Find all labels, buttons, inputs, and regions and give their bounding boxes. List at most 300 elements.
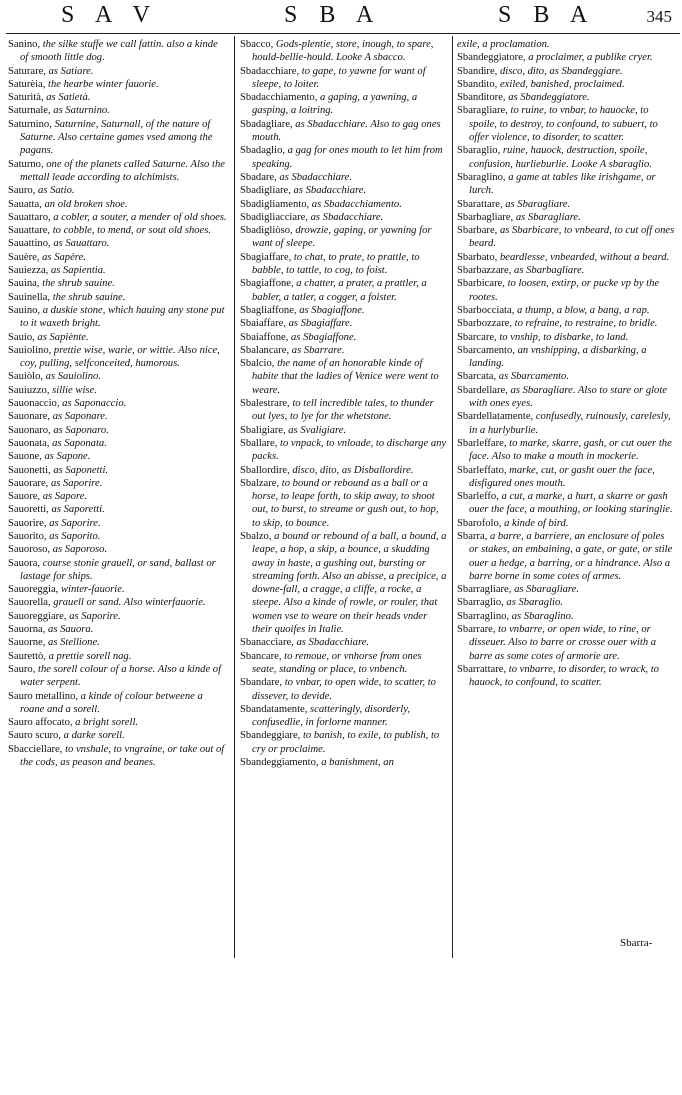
entry-definition: Gods-plentie, store, inough, to spare, hould-bellie-hould. Looke A sbacco. bbox=[252, 39, 434, 64]
entry-headword: Sauone, bbox=[8, 451, 42, 463]
entry-headword: Sbagiaffare, bbox=[240, 251, 292, 263]
dictionary-entry bbox=[457, 304, 675, 317]
dictionary-entry bbox=[457, 583, 675, 596]
dictionary-entry bbox=[457, 490, 675, 517]
entry-headword: Sbagliaffone, bbox=[240, 304, 297, 316]
entry-headword: Saurettò, bbox=[8, 650, 46, 662]
entry-definition: beardlesse, vnbearded, without a beard. bbox=[497, 251, 670, 263]
dictionary-entry bbox=[8, 729, 228, 742]
dictionary-entry bbox=[8, 118, 228, 158]
entry-definition: the name of an honorable kinde of habite that the ladies of Venice were went to weare. bbox=[252, 358, 439, 396]
entry-headword: Sauattaro, bbox=[8, 211, 51, 223]
dictionary-entry bbox=[8, 596, 228, 609]
entry-definition: the shrub sauine. bbox=[39, 278, 115, 290]
dictionary-entry bbox=[8, 610, 228, 623]
entry-headword: Sbarbazzare, bbox=[457, 265, 512, 277]
entry-definition: grauell or sand. Also winterfauorie. bbox=[50, 597, 206, 609]
dictionary-entry bbox=[8, 397, 228, 410]
entry-headword: Sbaraglino, bbox=[457, 171, 506, 183]
entry-headword: Sauino, bbox=[8, 304, 41, 316]
entry-headword: Sbandare, bbox=[240, 677, 283, 689]
dictionary-entry bbox=[457, 530, 675, 583]
dictionary-entry bbox=[8, 716, 228, 729]
entry-headword: Sbarrare, bbox=[457, 624, 496, 636]
dictionary-column-3 bbox=[457, 38, 675, 690]
entry-definition: a thump, a blow, a bang, a rap. bbox=[514, 304, 650, 316]
dictionary-entry bbox=[8, 490, 228, 503]
dictionary-entry bbox=[8, 690, 228, 717]
entry-headword: Sbadagliare, bbox=[240, 118, 293, 130]
entry-headword: Sbarcata, bbox=[457, 371, 497, 383]
entry-definition: to vnbar, to open wide, to scatter, to dissever, to devide. bbox=[252, 677, 436, 702]
entry-definition: to vnbarre, or open wide, to rine, or disseuer. Also to barre or crosse ouer with a barre as some cotes of armorie are. bbox=[469, 624, 657, 662]
dictionary-entry bbox=[8, 623, 228, 636]
dictionary-entry bbox=[8, 264, 228, 277]
entry-headword: Sbagiaffone, bbox=[240, 278, 294, 290]
dictionary-entry bbox=[457, 437, 675, 464]
entry-definition: a cut, a marke, a hurt, a skarre or gash ouer the face, a mouthing, or looking staringlie. bbox=[469, 491, 673, 516]
entry-definition: as Sbaragliare. bbox=[513, 211, 581, 223]
dictionary-entry bbox=[8, 464, 228, 477]
entry-headword: Sbaiaffare, bbox=[240, 318, 286, 330]
entry-headword: Sauonata, bbox=[8, 437, 50, 449]
entry-definition: drowzie, gaping, or yawning for want of sleepe. bbox=[252, 225, 432, 250]
entry-headword: Sanino, bbox=[8, 39, 41, 50]
dictionary-entry bbox=[457, 224, 675, 251]
dictionary-entry bbox=[240, 477, 448, 530]
dictionary-entry bbox=[457, 171, 675, 198]
entry-headword: Sauro, bbox=[8, 185, 36, 197]
entry-definition: a gaping, a yawning, a gasping, a loitring. bbox=[252, 92, 418, 117]
entry-headword: Sbandatamente, bbox=[240, 703, 308, 715]
dictionary-entry bbox=[457, 370, 675, 383]
page-header bbox=[6, 2, 682, 34]
dictionary-column-1 bbox=[8, 38, 228, 769]
header-rule bbox=[6, 33, 680, 34]
entry-headword: Sauinella, bbox=[8, 291, 51, 303]
dictionary-entry bbox=[240, 344, 448, 357]
dictionary-entry bbox=[240, 424, 448, 437]
dictionary-entry bbox=[457, 251, 675, 264]
dictionary-entry bbox=[8, 211, 228, 224]
entry-headword: Sbarbare, bbox=[457, 225, 498, 237]
dictionary-entry bbox=[8, 78, 228, 91]
dictionary-entry bbox=[8, 184, 228, 197]
entry-headword: Sbarbicare, bbox=[457, 278, 505, 290]
entry-definition: as Satiare. bbox=[45, 65, 94, 77]
entry-headword: Sauonaccio, bbox=[8, 398, 60, 410]
entry-headword: Sauoroso, bbox=[8, 544, 51, 556]
dictionary-entry bbox=[240, 331, 448, 344]
dictionary-entry bbox=[8, 198, 228, 211]
entry-headword: Sauina, bbox=[8, 278, 40, 290]
dictionary-entry bbox=[8, 91, 228, 104]
entry-definition: a cobler, a souter, a mender of old shoes. bbox=[50, 211, 227, 223]
entry-definition: as Sbandeggiatore. bbox=[505, 92, 590, 104]
entry-definition: as Sbadacchiamento. bbox=[309, 198, 402, 210]
dictionary-entry bbox=[457, 198, 675, 211]
entry-definition: as Sbadacchiare. bbox=[276, 171, 353, 183]
entry-definition: as Saporetti. bbox=[48, 504, 105, 516]
entry-definition: as Saporire. bbox=[66, 610, 121, 622]
dictionary-entry bbox=[240, 65, 448, 92]
entry-definition: to vnpack, to vnloade, to discharge any packs. bbox=[252, 437, 447, 463]
entry-definition: to gape, to yawne for want of sleepe, to loiter. bbox=[252, 65, 426, 90]
entry-headword: Sbaiaffone, bbox=[240, 331, 289, 343]
dictionary-entry bbox=[240, 171, 448, 184]
entry-definition: as Saporire. bbox=[46, 517, 101, 529]
entry-definition: exile, a proclamation. bbox=[457, 39, 550, 50]
dictionary-entry bbox=[240, 703, 448, 730]
running-head-left: S A V bbox=[61, 2, 158, 28]
entry-definition: to vnbarre, to disorder, to wrack, to hauock, to confound, to scatter. bbox=[469, 663, 659, 689]
entry-headword: Sbarraglino, bbox=[457, 610, 510, 622]
entry-headword: Sbadigliamento, bbox=[240, 198, 310, 210]
entry-definition: as Sbaraglio. bbox=[503, 597, 563, 609]
entry-definition: as Sapone. bbox=[41, 451, 91, 463]
entry-definition: a prettie sorell nag. bbox=[45, 650, 132, 662]
dictionary-entry bbox=[8, 38, 228, 65]
entry-definition: a darke sorell. bbox=[60, 730, 125, 742]
entry-definition: to chat, to prate, to prattle, to babble, to tattle, to cog, to foist. bbox=[252, 251, 420, 277]
dictionary-entry bbox=[240, 198, 448, 211]
dictionary-entry bbox=[457, 144, 675, 171]
entry-definition: scatteringly, disorderly, confusedlie, in forlorne manner. bbox=[252, 703, 410, 729]
entry-headword: Sauorito, bbox=[8, 530, 47, 542]
entry-headword: Sauorna, bbox=[8, 624, 46, 636]
running-head-center: S B A bbox=[284, 2, 382, 28]
dictionary-entry bbox=[457, 264, 675, 277]
dictionary-entry bbox=[240, 756, 448, 769]
entry-definition: an old broken shoe. bbox=[41, 198, 128, 210]
entry-definition: a duskie stone, which hauing any stone put to it waxeth bright. bbox=[20, 304, 225, 330]
dictionary-entry bbox=[240, 304, 448, 317]
dictionary-entry bbox=[240, 38, 448, 65]
dictionary-entry bbox=[457, 517, 675, 530]
dictionary-entry bbox=[457, 91, 675, 104]
entry-definition: as Sbadacchiare. bbox=[290, 185, 367, 197]
entry-headword: Sbandeggiamento, bbox=[240, 757, 319, 769]
dictionary-entry bbox=[457, 104, 675, 144]
entry-headword: Sbadigliare, bbox=[240, 185, 291, 197]
entry-definition: as Sbarbicare, to vnbeard, to cut off ones beard. bbox=[469, 225, 675, 250]
entry-headword: Sauorella, bbox=[8, 597, 51, 609]
entry-headword: Sauro scuro, bbox=[8, 730, 61, 742]
dictionary-entry bbox=[240, 277, 448, 304]
dictionary-entry bbox=[457, 331, 675, 344]
entry-headword: Sbardellatamente, bbox=[457, 411, 534, 423]
entry-definition: marke, cut, or gasht ouer the face, disfigured ones mouth. bbox=[469, 464, 655, 489]
dictionary-entry bbox=[457, 610, 675, 623]
entry-definition: a kinde of bird. bbox=[501, 517, 569, 529]
entry-headword: Sauattino, bbox=[8, 238, 51, 250]
entry-definition: prettie wise, warie, or wittie. Also nice, coy, pulling, selfconceited, humorous. bbox=[20, 344, 220, 370]
page-number: 345 bbox=[646, 7, 672, 26]
entry-headword: Sbaragliare, bbox=[457, 105, 508, 117]
entry-definition: as Sbagiaffone. bbox=[288, 331, 357, 343]
entry-definition: as Sbagiaffone. bbox=[296, 304, 365, 316]
entry-headword: Sbarofolo, bbox=[457, 517, 502, 529]
dictionary-entry bbox=[240, 397, 448, 424]
dictionary-entry bbox=[8, 410, 228, 423]
entry-headword: Sbalancare, bbox=[240, 344, 290, 356]
entry-definition: as Satietà. bbox=[43, 92, 91, 104]
entry-headword: Sbalcio, bbox=[240, 358, 275, 370]
entry-headword: Sballordire, bbox=[240, 464, 290, 476]
entry-headword: Sbarcamento, bbox=[457, 344, 515, 356]
entry-definition: as Sbadacchiare. Also to gag ones mouth. bbox=[252, 118, 441, 144]
dictionary-entry bbox=[8, 304, 228, 331]
entry-headword: Sbanacciare, bbox=[240, 637, 294, 649]
entry-headword: Sbadacchiamento, bbox=[240, 92, 318, 104]
entry-headword: Saturèia, bbox=[8, 78, 46, 90]
dictionary-entry bbox=[457, 277, 675, 304]
dictionary-entry bbox=[457, 317, 675, 330]
dictionary-entry bbox=[240, 251, 448, 278]
entry-definition: the shrub sauine. bbox=[50, 291, 126, 303]
entry-definition: to cobble, to mend, or sout old shoes. bbox=[50, 225, 212, 237]
entry-headword: Sbancare, bbox=[240, 650, 282, 662]
entry-headword: Sbarattare, bbox=[457, 198, 503, 210]
entry-definition: as Saporire. bbox=[48, 477, 103, 489]
entry-definition: Saturnine, Saturnall, of the nature of Saturne. Also certaine games vsed among the pagans. bbox=[20, 118, 213, 157]
entry-headword: Sbardellare, bbox=[457, 384, 508, 396]
entry-headword: Saturnino, bbox=[8, 118, 52, 130]
dictionary-entry bbox=[240, 464, 448, 477]
entry-definition: to vnshale, to vngraine, or take out of the cods, as peason and beanes. bbox=[20, 743, 225, 769]
dictionary-entry bbox=[240, 317, 448, 330]
entry-definition: as Saponaro. bbox=[50, 424, 109, 436]
entry-headword: Sauorne, bbox=[8, 637, 46, 649]
entry-definition: a game at tables like irishgame, or lurch. bbox=[469, 171, 656, 197]
column-divider bbox=[452, 36, 453, 958]
dictionary-entry bbox=[8, 663, 228, 690]
dictionary-entry bbox=[240, 184, 448, 197]
dictionary-entry bbox=[8, 344, 228, 371]
entry-headword: Sbandire, bbox=[457, 65, 498, 77]
entry-headword: Sauiuzzo, bbox=[8, 384, 50, 396]
dictionary-entry bbox=[240, 636, 448, 649]
entry-definition: as Sauattaro. bbox=[50, 238, 110, 250]
dictionary-entry bbox=[240, 676, 448, 703]
dictionary-entry bbox=[457, 410, 675, 437]
entry-definition: course stonie grauell, or sand, ballast or lastage for ships. bbox=[20, 557, 216, 582]
entry-headword: Sbarbozzare, bbox=[457, 318, 512, 330]
entry-headword: Sbarragliare, bbox=[457, 584, 512, 596]
entry-definition: as Saponata. bbox=[49, 437, 107, 449]
entry-definition: as Sbagiaffare. bbox=[285, 318, 353, 330]
dictionary-entry bbox=[240, 729, 448, 756]
dictionary-entry bbox=[240, 211, 448, 224]
dictionary-entry bbox=[8, 104, 228, 117]
entry-definition: as Sapientia. bbox=[48, 265, 106, 277]
entry-definition: as Sbadacchiare. bbox=[307, 211, 384, 223]
dictionary-entry bbox=[8, 331, 228, 344]
dictionary-entry bbox=[8, 583, 228, 596]
dictionary-entry bbox=[8, 370, 228, 383]
entry-headword: Sauoreggiare, bbox=[8, 610, 67, 622]
entry-definition: to vnship, to disbarke, to land. bbox=[496, 331, 629, 343]
entry-definition: to marke, skarre, gash, or cut ouer the face. Also to make a mouth in mockerie. bbox=[469, 437, 672, 463]
entry-definition: to loosen, extirp, or pucke vp by the rootes. bbox=[469, 278, 660, 303]
entry-definition: as Sbaragliare. bbox=[511, 584, 580, 596]
entry-definition: as Saporoso. bbox=[50, 544, 108, 556]
entry-definition: disco, dito, as Disballordire. bbox=[289, 464, 414, 476]
dictionary-entry bbox=[240, 357, 448, 397]
entry-definition: a banishment, an bbox=[318, 757, 394, 769]
entry-definition: to tell incredible tales, to thunder out lyes, to lye for the whetstone. bbox=[252, 398, 434, 423]
dictionary-entry bbox=[8, 543, 228, 556]
entry-headword: Sbarbocciata, bbox=[457, 304, 515, 316]
running-head-right: S B A bbox=[498, 2, 596, 28]
entry-definition: winter-fauorie. bbox=[58, 584, 125, 596]
entry-headword: Sauiezza, bbox=[8, 265, 49, 277]
entry-headword: Sbadacchiare, bbox=[240, 65, 300, 77]
dictionary-entry bbox=[8, 237, 228, 250]
entry-definition: to refraine, to restraine, to bridle. bbox=[512, 318, 658, 330]
entry-definition: as Saturnino. bbox=[50, 105, 110, 117]
entry-definition: an vnshipping, a disbarking, a landing. bbox=[469, 344, 647, 370]
entry-definition: as Sapiènte. bbox=[34, 331, 89, 343]
dictionary-entry bbox=[8, 424, 228, 437]
entry-definition: the sorell colour of a horse. Also a kinde of water serpent. bbox=[20, 663, 222, 689]
entry-headword: Sbalestrare, bbox=[240, 398, 290, 410]
dictionary-entry bbox=[240, 650, 448, 677]
catchword: Sbarra- bbox=[620, 937, 653, 949]
column-divider bbox=[234, 36, 235, 958]
entry-definition: as Sbaragliare. Also to stare or glote with ones eyes. bbox=[469, 384, 667, 410]
dictionary-entry bbox=[240, 118, 448, 145]
dictionary-entry bbox=[457, 623, 675, 663]
entry-headword: Sballare, bbox=[240, 437, 278, 449]
dictionary-entry bbox=[8, 251, 228, 264]
entry-headword: Sbadigliacciare, bbox=[240, 211, 308, 223]
dictionary-entry bbox=[8, 650, 228, 663]
entry-definition: as Sbarbagliare. bbox=[511, 265, 585, 277]
entry-headword: Sbalzare, bbox=[240, 477, 280, 489]
entry-definition: confusedly, ruinously, carelesly, in a hurlyburlie. bbox=[469, 411, 671, 436]
entry-headword: Sbarbato, bbox=[457, 251, 498, 263]
entry-definition: as Saporito. bbox=[46, 530, 101, 542]
dictionary-entry bbox=[8, 517, 228, 530]
dictionary-entry bbox=[240, 437, 448, 464]
entry-definition: as Sbadacchiare. bbox=[293, 637, 370, 649]
entry-definition: the hearbe winter fauorie. bbox=[45, 78, 159, 90]
dictionary-entry bbox=[8, 158, 228, 185]
entry-headword: Sbandeggiatore, bbox=[457, 52, 526, 64]
entry-definition: a gag for ones mouth to let him from speaking. bbox=[252, 145, 443, 170]
entry-headword: Sauatta, bbox=[8, 198, 42, 210]
entry-definition: as Sbarcamento. bbox=[496, 371, 569, 383]
entry-definition: as Stellione. bbox=[45, 637, 100, 649]
entry-headword: Sbadigliòso, bbox=[240, 225, 293, 237]
dictionary-entry bbox=[8, 557, 228, 584]
dictionary-entry bbox=[8, 477, 228, 490]
entry-headword: Sbacciellare, bbox=[8, 743, 63, 755]
entry-definition: a bright sorell. bbox=[72, 717, 139, 729]
entry-definition: the silke stuffe we call fattin. also a kinde of smooth little dog. bbox=[20, 39, 218, 64]
entry-definition: a bound or rebound of a ball, a bound, a leape, a hop, a skip, a bounce, a skudding away in haste, a gushing out, bursting or streaming forth. Also an abisse, a precipice, a downe-fall, a cragge, a cliffe, a rocke, a steepe. Also a kinde of rowle, or rouler, that women vse to weare on their heads vnder their quoifes in Italie. bbox=[252, 530, 447, 636]
entry-definition: ruine, hauock, destruction, spoile, confusion, hurlieburlie. Looke A sbaraglio. bbox=[469, 145, 652, 170]
entry-headword: Sauro affocato, bbox=[8, 717, 73, 729]
entry-definition: as Saponaccio. bbox=[59, 398, 127, 410]
entry-headword: Sauro, bbox=[8, 663, 36, 675]
entry-definition: to bound or rebound as a ball or a horse, to leape forth, to skip away, to shoot out, to burst, to streame or gush out, to hop, to skip, to bounce. bbox=[252, 477, 439, 529]
dictionary-entry bbox=[457, 38, 675, 51]
entry-headword: Saturno, bbox=[8, 158, 44, 170]
entry-headword: Sbarcare, bbox=[457, 331, 497, 343]
entry-headword: Sauora, bbox=[8, 557, 41, 569]
entry-definition: as Sbaraglino. bbox=[509, 610, 574, 622]
entry-definition: sillie wise. bbox=[49, 384, 97, 396]
dictionary-entry bbox=[8, 384, 228, 397]
dictionary-entry bbox=[8, 291, 228, 304]
dictionary-entry bbox=[457, 78, 675, 91]
entry-headword: Saturare, bbox=[8, 65, 46, 77]
dictionary-entry bbox=[240, 91, 448, 118]
entry-headword: Sbarrattare, bbox=[457, 663, 507, 675]
entry-headword: Sbadaglio, bbox=[240, 145, 286, 157]
entry-definition: disco, dito, as Sbandeggiare. bbox=[497, 65, 623, 77]
entry-headword: Sbarleffato, bbox=[457, 464, 507, 476]
entry-headword: Saturità, bbox=[8, 92, 44, 104]
entry-headword: Sbaraglio, bbox=[457, 145, 501, 157]
entry-headword: Sbandeggiare, bbox=[240, 730, 301, 742]
entry-headword: Sbarbagliare, bbox=[457, 211, 514, 223]
entry-headword: Sbacco, bbox=[240, 39, 274, 50]
dictionary-entry bbox=[240, 224, 448, 251]
entry-definition: as Satio. bbox=[35, 185, 75, 197]
entry-definition: a proclaimer, a publike cryer. bbox=[525, 52, 653, 64]
dictionary-entry bbox=[8, 503, 228, 516]
entry-definition: as Saponare. bbox=[50, 411, 108, 423]
dictionary-entry bbox=[8, 743, 228, 770]
entry-headword: Sbaligiare, bbox=[240, 424, 286, 436]
entry-headword: Sbarleffo, bbox=[457, 491, 499, 503]
entry-headword: Sauattare, bbox=[8, 225, 51, 237]
dictionary-entry bbox=[457, 344, 675, 371]
entry-headword: Sbarraglio, bbox=[457, 597, 504, 609]
dictionary-entry bbox=[8, 65, 228, 78]
entry-definition: one of the planets called Saturne. Also the mettall leade according to alchimists. bbox=[20, 158, 225, 183]
entry-headword: Sauio, bbox=[8, 331, 35, 343]
entry-definition: to ruine, to vnbar, to hauocke, to spoile, to destroy, to confound, to subuert, to offer violence, to disorder, to scatter. bbox=[469, 105, 658, 144]
entry-definition: as Sauiolino. bbox=[43, 371, 102, 383]
dictionary-entry bbox=[8, 437, 228, 450]
entry-definition: a chatter, a prater, a prattler, a babler, a tatler, a cogger, a foister. bbox=[252, 278, 427, 303]
entry-headword: Sauorire, bbox=[8, 517, 47, 529]
entry-definition: as Sapère. bbox=[39, 251, 86, 263]
entry-definition: to remoue, or vnhorse from ones seate, standing or place, to vnbench. bbox=[252, 650, 422, 675]
entry-headword: Sbalzo, bbox=[240, 530, 272, 542]
dictionary-column-2 bbox=[240, 38, 448, 769]
entry-headword: Sbarra, bbox=[457, 530, 488, 542]
dictionary-entry bbox=[457, 663, 675, 690]
entry-headword: Sbandito, bbox=[457, 78, 498, 90]
dictionary-entry bbox=[8, 224, 228, 237]
dictionary-entry bbox=[457, 65, 675, 78]
entry-headword: Sbanditore, bbox=[457, 92, 506, 104]
dictionary-entry bbox=[8, 530, 228, 543]
entry-definition: a kinde of colour betweene a roane and a sorell. bbox=[20, 690, 203, 715]
entry-headword: Sbarleffare, bbox=[457, 437, 507, 449]
dictionary-entry bbox=[457, 596, 675, 609]
entry-headword: Sauiòlo, bbox=[8, 371, 44, 383]
entry-headword: Sauonetti, bbox=[8, 464, 51, 476]
dictionary-entry bbox=[8, 636, 228, 649]
entry-headword: Sauonare, bbox=[8, 411, 51, 423]
entry-headword: Sauro metallino, bbox=[8, 690, 79, 702]
